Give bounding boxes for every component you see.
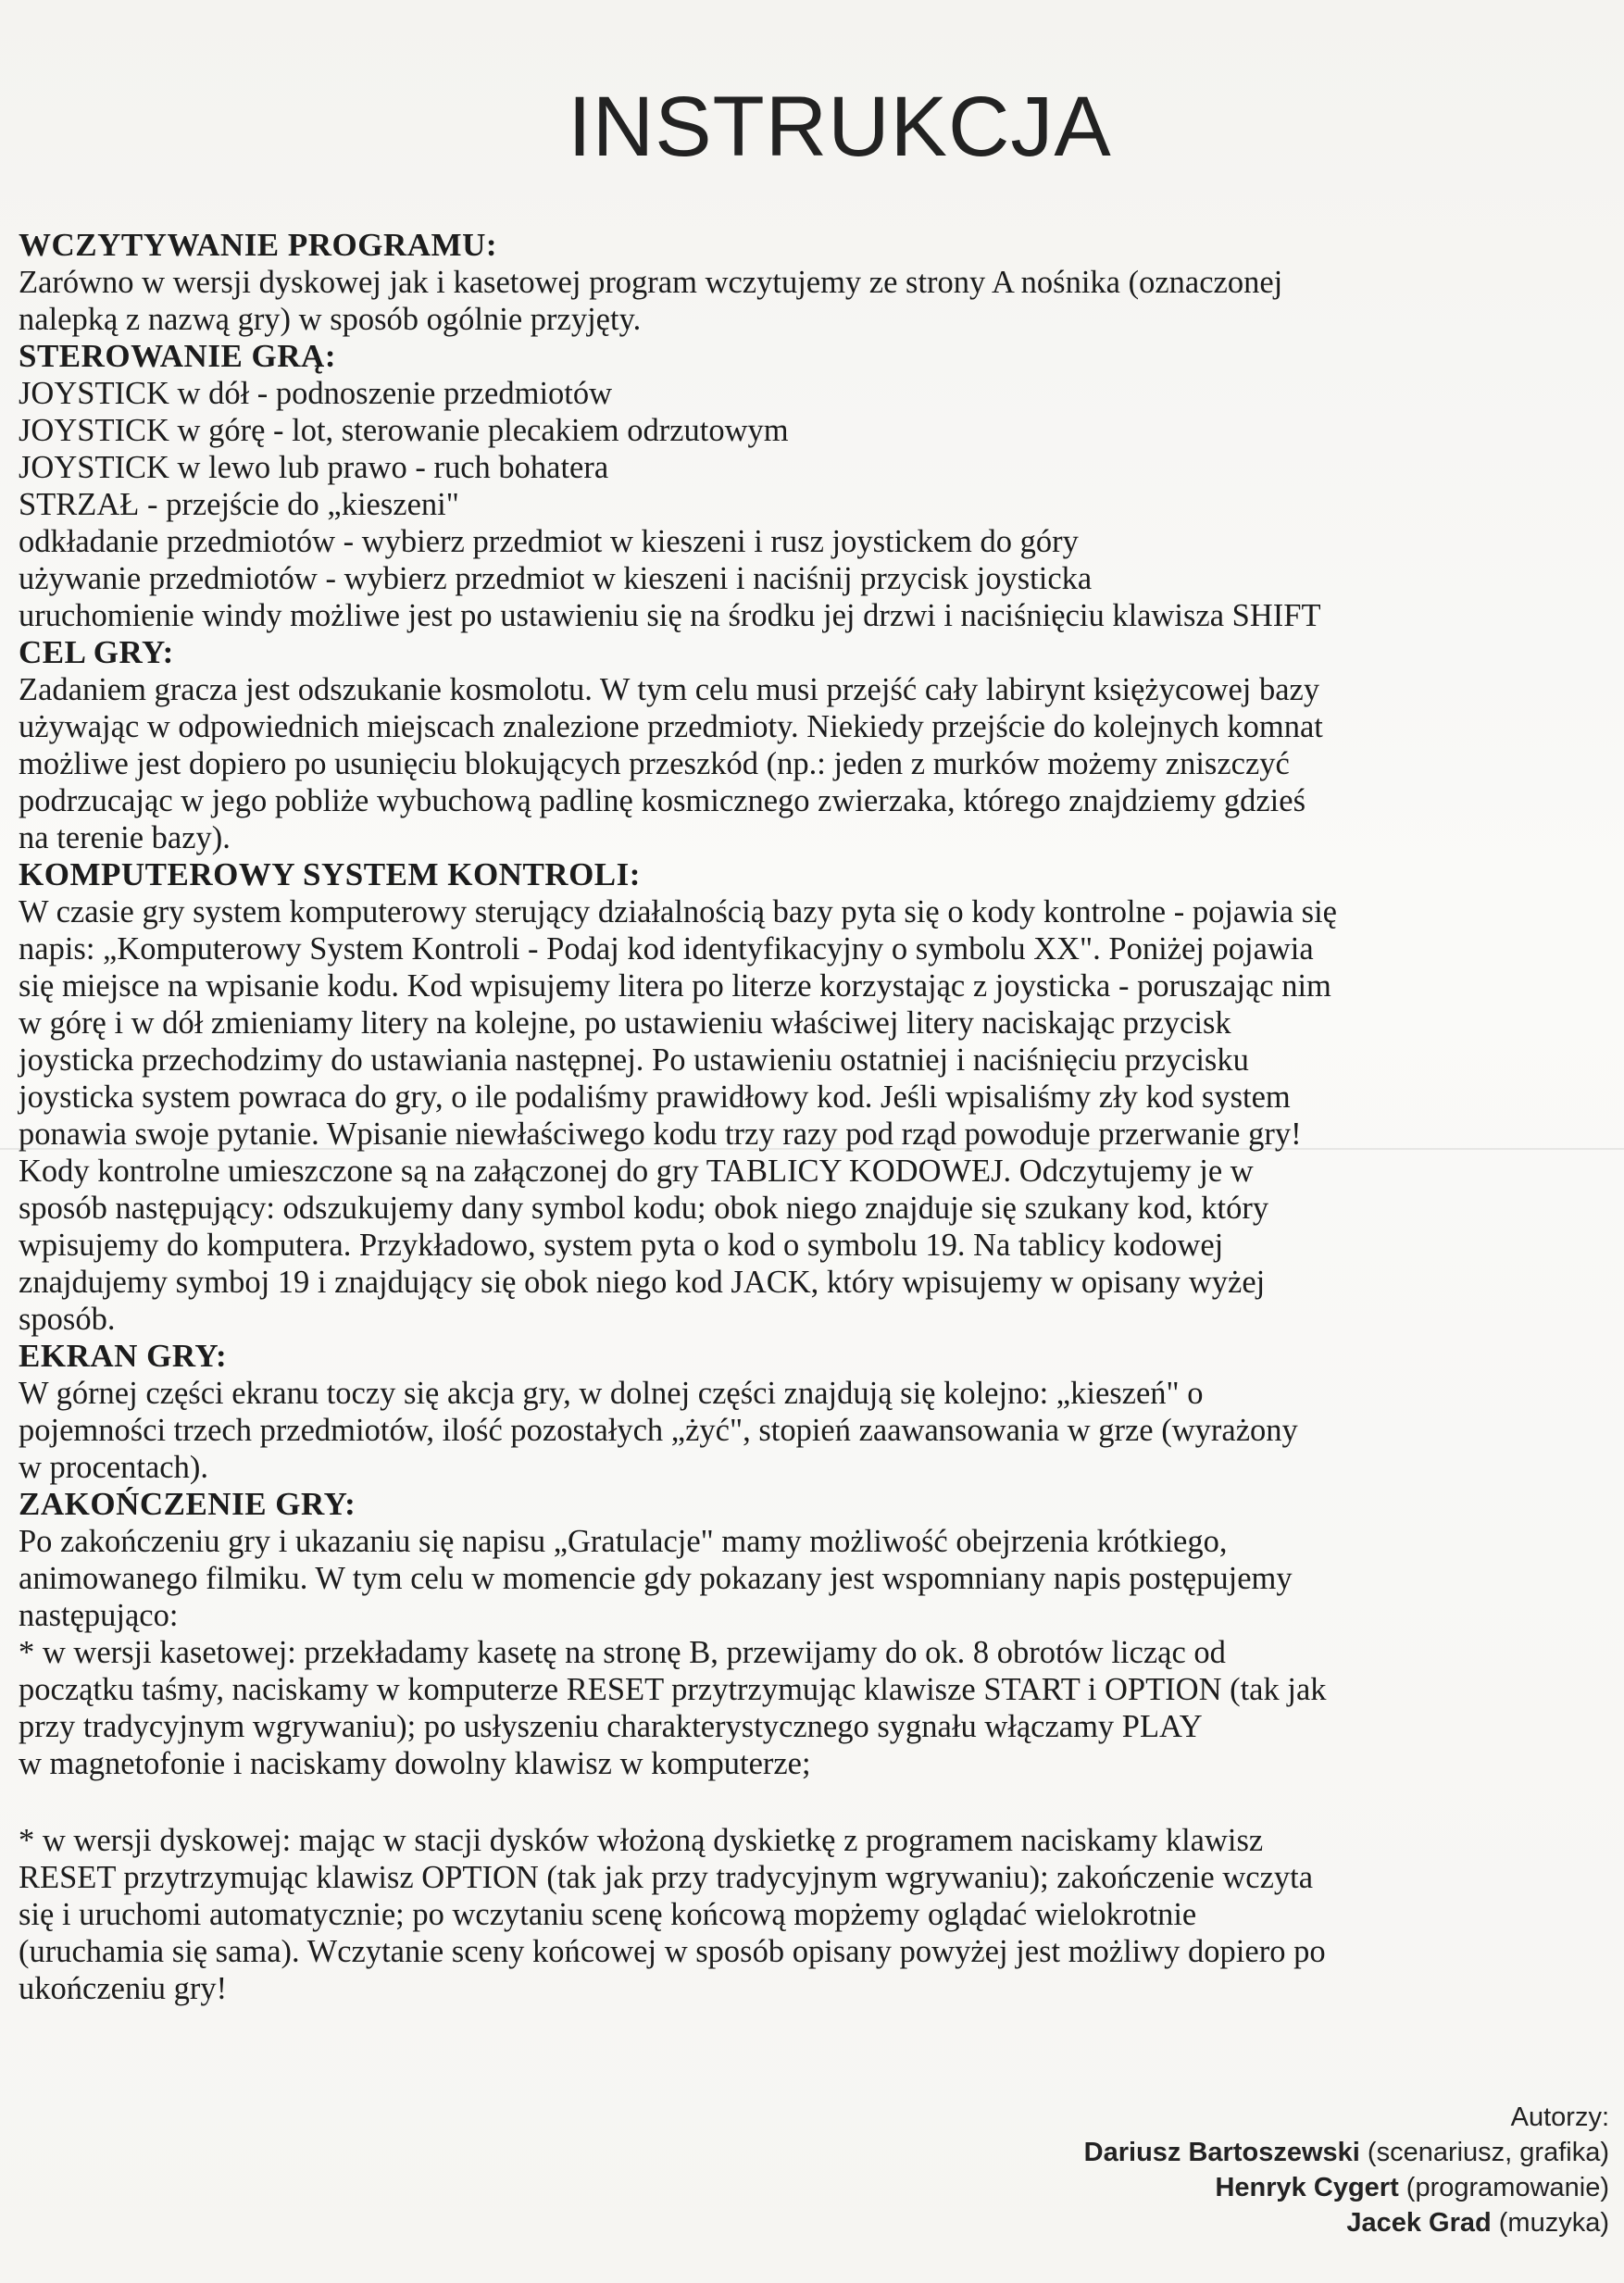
text-line: wpisujemy do komputera. Przykładowo, system pyta o kod o symbolu 19. Na tablicy kodowej bbox=[19, 1228, 1224, 1263]
text-line: uruchomienie windy możliwe jest po ustawieniu się na środku jej drzwi i naciśnięciu klawisza SHIFT bbox=[19, 598, 1321, 633]
text-line: Zarówno w wersji dyskowej jak i kasetowej program wczytujemy ze strony A nośnika (oznaczonej bbox=[19, 265, 1283, 300]
text-line: Kody kontrolne umieszczone są na załączonej do gry TABLICY KODOWEJ. Odczytujemy je w bbox=[19, 1154, 1254, 1189]
text-line: używanie przedmiotów - wybierz przedmiot w kieszeni i naciśnij przycisk joysticka bbox=[19, 561, 1093, 596]
text-line: JOYSTICK w lewo lub prawo - ruch bohatera bbox=[19, 450, 609, 485]
text-line: * w wersji kasetowej: przekładamy kasetę na stronę B, przewijamy do ok. 8 obrotów licząc od bbox=[19, 1635, 1226, 1670]
text-line: * w wersji dyskowej: mając w stacji dysków włożoną dyskietkę z programem naciskamy klawisz bbox=[19, 1823, 1264, 1858]
section-heading: ZAKOŃCZENIE GRY: bbox=[19, 1486, 356, 1522]
author-name: Jacek Grad bbox=[1346, 2208, 1492, 2238]
instruction-body bbox=[19, 227, 1606, 2007]
text-line: możliwe jest dopiero po usunięciu blokujących przeszkód (np.: jeden z murków możemy zniszczyć bbox=[19, 746, 1290, 781]
author-role: (muzyka) bbox=[1498, 2208, 1609, 2238]
section-heading: STEROWANIE GRĄ: bbox=[19, 338, 336, 374]
text-line: podrzucając w jego pobliże wybuchową padlinę kosmicznego zwierzaka, którego znajdziemy gdzieś bbox=[19, 783, 1305, 818]
text-line: animowanego filmiku. W tym celu w momencie gdy pokazany jest wspomniany napis postępujemy bbox=[19, 1561, 1293, 1596]
section-heading: WCZYTYWANIE PROGRAMU: bbox=[19, 227, 498, 263]
text-line: na terenie bazy). bbox=[19, 820, 231, 855]
text-line: sposób. bbox=[19, 1302, 116, 1337]
section-control-system bbox=[19, 856, 1606, 1338]
section-game-end bbox=[19, 1486, 1606, 2007]
section-loading bbox=[19, 227, 1606, 338]
text-line: JOYSTICK w górę - lot, sterowanie plecakiem odrzutowym bbox=[19, 413, 789, 448]
author-role: (programowanie) bbox=[1405, 2173, 1609, 2202]
section-heading: CEL GRY: bbox=[19, 634, 174, 670]
author-name: Henryk Cygert bbox=[1215, 2173, 1399, 2202]
section-game-screen bbox=[19, 1338, 1606, 1486]
text-line: sposób następujący: odszukujemy dany symbol kodu; obok niego znajduje się szukany kod, który bbox=[19, 1191, 1269, 1226]
page-title: INSTRUKCJA bbox=[568, 80, 1112, 174]
authors-block bbox=[1084, 2100, 1609, 2240]
text-line: (uruchamia się sama). Wczytanie sceny końcowej w sposób opisany powyżej jest możliwy dopiero po bbox=[19, 1934, 1326, 1969]
text-line: ponawia swoje pytanie. Wpisanie niewłaściwego kodu trzy razy pod rząd powoduje przerwanie gry! bbox=[19, 1117, 1302, 1152]
author-role: (scenariusz, grafika) bbox=[1367, 2138, 1609, 2167]
section-heading: KOMPUTEROWY SYSTEM KONTROLI: bbox=[19, 856, 641, 892]
text-line: używając w odpowiednich miejscach znalezione przedmioty. Niekiedy przejście do kolejnych komnat bbox=[19, 709, 1323, 744]
paragraph-gap bbox=[19, 1782, 1606, 1822]
text-line: się i uruchomi automatycznie; po wczytaniu scenę końcową mopżemy oglądać wielokrotnie bbox=[19, 1897, 1197, 1932]
text-line: w magnetofonie i naciskamy dowolny klawisz w komputerze; bbox=[19, 1746, 811, 1781]
text-line: odkładanie przedmiotów - wybierz przedmiot w kieszeni i rusz joystickem do góry bbox=[19, 524, 1079, 559]
text-line: nalepką z nazwą gry) w sposób ogólnie przyjęty. bbox=[19, 302, 642, 337]
text-line: W górnej części ekranu toczy się akcja gry, w dolnej części znajdują się kolejno: „kieszeń" o bbox=[19, 1376, 1204, 1411]
text-line: znajdujemy symboj 19 i znajdujący się obok niego kod JACK, który wpisujemy w opisany wyżej bbox=[19, 1265, 1266, 1300]
authors-label: Autorzy: bbox=[1510, 2102, 1609, 2132]
author-entry bbox=[1084, 2205, 1609, 2240]
text-line: STRZAŁ - przejście do „kieszeni" bbox=[19, 487, 459, 522]
text-line: w górę i w dół zmieniamy litery na kolejne, po ustawieniu właściwej litery naciskając przycisk bbox=[19, 1005, 1231, 1041]
text-line: następująco: bbox=[19, 1598, 179, 1633]
text-line: JOYSTICK w dół - podnoszenie przedmiotów bbox=[19, 376, 613, 411]
section-controls bbox=[19, 338, 1606, 634]
text-line: joysticka system powraca do gry, o ile podaliśmy prawidłowy kod. Jeśli wpisaliśmy zły kod system bbox=[19, 1079, 1291, 1115]
text-line: w procentach). bbox=[19, 1450, 208, 1485]
text-line: Po zakończeniu gry i ukazaniu się napisu „Gratulacje" mamy możliwość obejrzenia krótkiego, bbox=[19, 1524, 1228, 1559]
text-line: napis: „Komputerowy System Kontroli - Podaj kod identyfikacyjny o symbolu XX". Poniżej pojawia bbox=[19, 931, 1314, 967]
text-line: się miejsce na wpisanie kodu. Kod wpisujemy litera po literze korzystając z joysticka - poruszając nim bbox=[19, 968, 1331, 1004]
text-line: W czasie gry system komputerowy sterujący działalnością bazy pyta się o kody kontrolne - pojawia się bbox=[19, 894, 1337, 929]
author-name: Dariusz Bartoszewski bbox=[1083, 2138, 1360, 2167]
text-line: Zadaniem gracza jest odszukanie kosmolotu. W tym celu musi przejść cały labirynt księżycowej bazy bbox=[19, 672, 1320, 707]
author-entry bbox=[1084, 2135, 1609, 2170]
section-goal bbox=[19, 634, 1606, 856]
text-line: pojemności trzech przedmiotów, ilość pozostałych „żyć", stopień zaawansowania w grze (wyrażony bbox=[19, 1413, 1298, 1448]
text-line: RESET przytrzymując klawisz OPTION (tak jak przy tradycyjnym wgrywaniu); zakończenie wczyta bbox=[19, 1860, 1314, 1895]
author-entry bbox=[1084, 2170, 1609, 2205]
text-line: początku taśmy, naciskamy w komputerze RESET przytrzymując klawisze START i OPTION (tak jak bbox=[19, 1672, 1327, 1707]
text-line: ukończeniu gry! bbox=[19, 1971, 228, 2006]
text-line: joysticka przechodzimy do ustawiania następnej. Po ustawieniu ostatniej i naciśnięciu przycisku bbox=[19, 1042, 1249, 1078]
text-line: przy tradycyjnym wgrywaniu); po usłyszeniu charakterystycznego sygnału włączamy PLAY bbox=[19, 1709, 1203, 1744]
section-heading: EKRAN GRY: bbox=[19, 1338, 228, 1374]
